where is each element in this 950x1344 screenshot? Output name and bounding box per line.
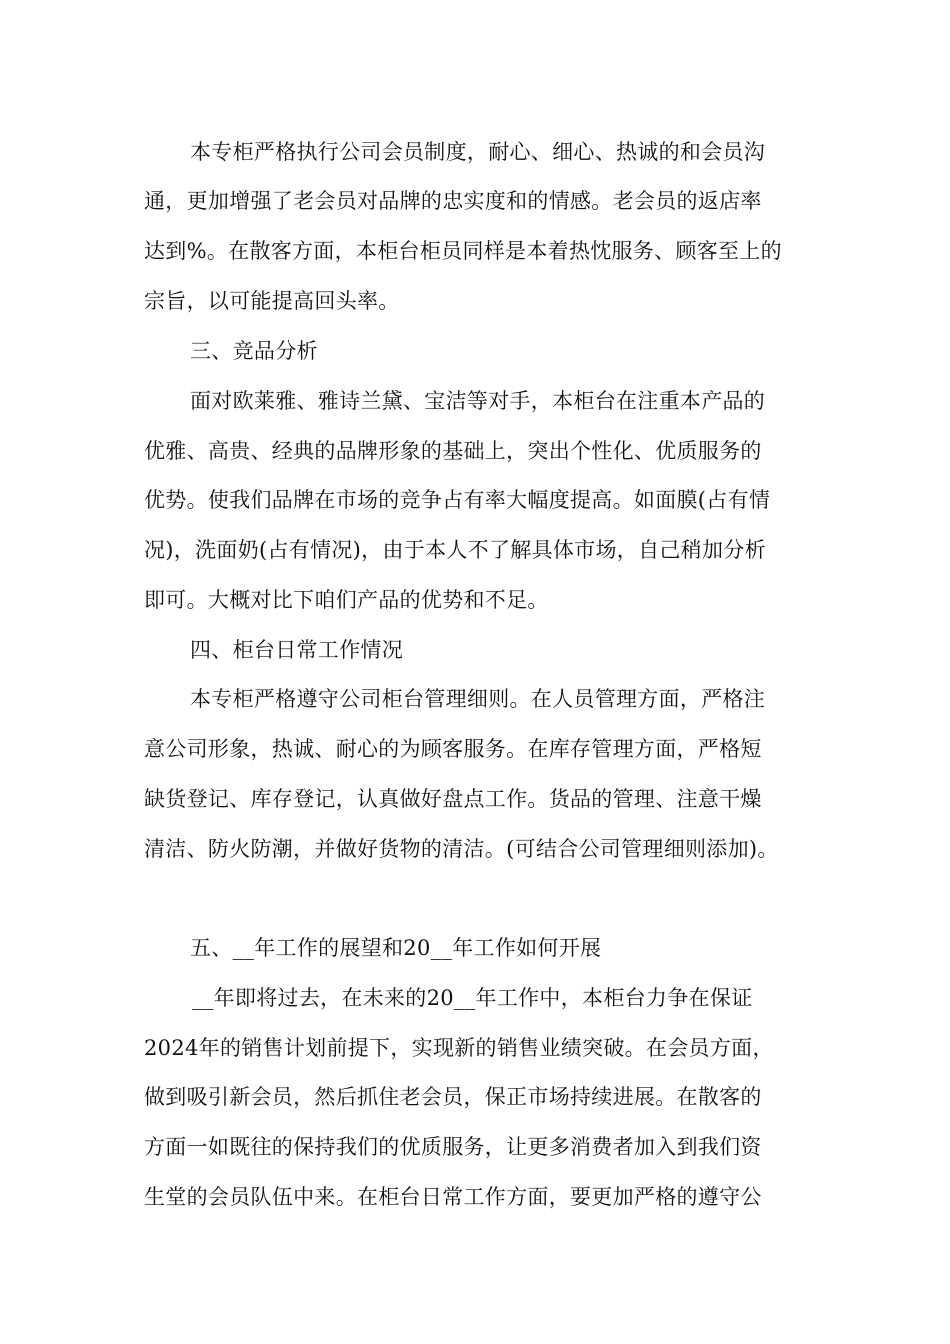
section-heading-competitor-analysis: 三、竞品分析 [190, 339, 318, 363]
section-heading-outlook: 五、__年工作的展望和20__年工作如何开展 [190, 936, 602, 960]
paragraph-7-line-5: 生堂的会员队伍中来。在柜台日常工作方面，要更加严格的遵守公 [144, 1185, 762, 1209]
paragraph-1-line-1: 本专柜严格执行公司会员制度，耐心、细心、热诚的和会员沟 [190, 140, 766, 164]
paragraph-3-line-5: 即可。大概对比下咱们产品的优势和不足。 [144, 588, 549, 612]
paragraph-1-line-2: 通，更加增强了老会员对品牌的忠实度和的情感。老会员的返店率 [144, 189, 762, 213]
paragraph-5-line-1: 本专柜严格遵守公司柜台管理细则。在人员管理方面，严格注 [190, 687, 766, 711]
paragraph-7-line-2: 2024年的销售计划前提下，实现新的销售业绩突破。在会员方面， [144, 1036, 774, 1060]
paragraph-3-line-4: 况)，洗面奶(占有情况)，由于本人不了解具体市场，自己稍加分析 [144, 538, 766, 562]
paragraph-3-line-2: 优雅、高贵、经典的品牌形象的基础上，突出个性化、优质服务的 [144, 439, 762, 463]
paragraph-1-line-3: 达到%。在散客方面，本柜台柜员同样是本着热忱服务、顾客至上的 [144, 239, 782, 263]
paragraph-3-line-3: 优势。使我们品牌在市场的竞争占有率大幅度提高。如面膜(占有情 [144, 488, 771, 512]
paragraph-1-line-4: 宗旨，以可能提高回头率。 [144, 289, 400, 313]
paragraph-5-line-3: 缺货登记、库存登记，认真做好盘点工作。货品的管理、注意干燥 [144, 787, 762, 811]
paragraph-7-line-1: __年即将过去，在未来的20__年工作中，本柜台力争在保证 [192, 986, 753, 1010]
paragraph-7-line-4: 方面一如既往的保持我们的优质服务，让更多消费者加入到我们资 [144, 1135, 762, 1159]
paragraph-5-line-4: 清洁、防火防潮，并做好货物的清洁。(可结合公司管理细则添加)。 [144, 837, 779, 861]
section-heading-daily-work: 四、柜台日常工作情况 [190, 638, 403, 662]
paragraph-5-line-2: 意公司形象，热诚、耐心的为顾客服务。在库存管理方面，严格短 [144, 737, 762, 761]
paragraph-7-line-3: 做到吸引新会员，然后抓住老会员，保正市场持续进展。在散客的 [144, 1085, 762, 1109]
paragraph-3-line-1: 面对欧莱雅、雅诗兰黛、宝洁等对手，本柜台在注重本产品的 [190, 389, 766, 413]
